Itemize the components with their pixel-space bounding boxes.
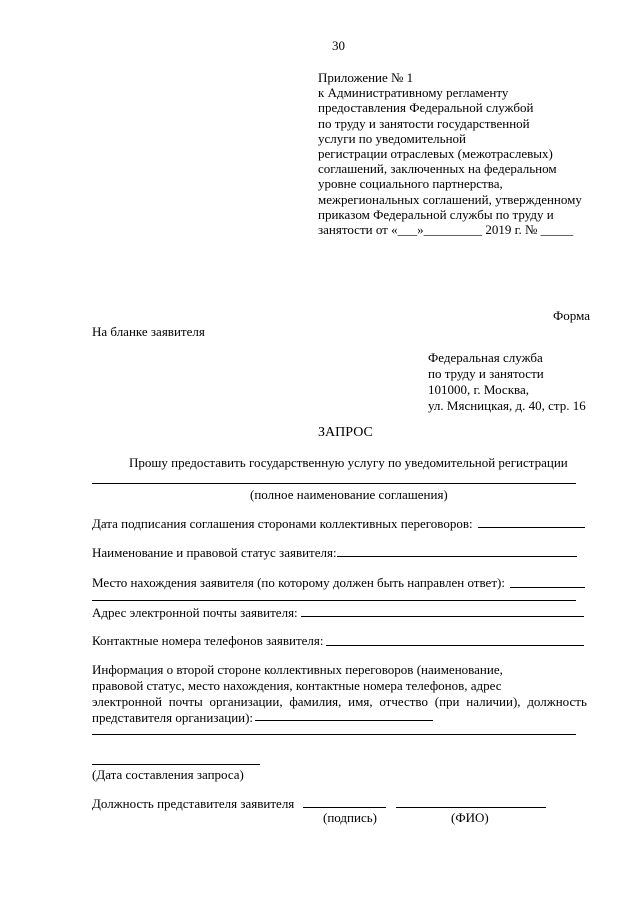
second-party-field[interactable] [255,720,433,721]
appendix-line: приказом Федеральной службы по труду и [318,206,554,222]
word: почты [168,694,203,709]
appendix-line: Приложение № 1 [318,70,414,85]
applicant-location-field[interactable] [510,587,585,588]
appendix-line: к Административному регламенту [318,85,509,101]
signing-date-field[interactable] [478,527,585,528]
applicant-phones-label: Контактные номера телефонов заявителя: [92,633,324,648]
applicant-location-label: Место нахождения заявителя (по которому должен быть направлен ответ): [92,575,505,590]
addressee-line: Федеральная служба [428,350,543,365]
appendix-line: предоставления Федеральной службой [318,100,534,116]
word: фамилия, [289,694,342,709]
appendix-line: услуги по уведомительной [318,130,466,146]
addressee-line: по труду и занятости [428,366,544,381]
form-label: Форма [553,308,590,323]
second-party-line: представителя организации): [92,710,254,725]
word: организации, [209,694,283,709]
second-party-field-2[interactable] [92,734,576,735]
page-number: 30 [332,38,345,53]
addressee-line: 101000, г. Москва, [428,382,529,397]
appendix-line: межрегиональных соглашений, утвержденному [318,191,582,207]
appendix-line: соглашений, заключенных на федеральном [318,161,557,177]
word: (при [434,694,460,709]
signature-field[interactable] [303,807,386,808]
appendix-line: по труду и занятости государственной [318,115,530,131]
second-party-line [92,694,587,710]
signing-date-label: Дата подписания соглашения сторонами коллективных переговоров: [92,516,473,531]
appendix-line: регистрации отраслевых (межотраслевых) [318,146,553,162]
addressee-line: ул. Мясницкая, д. 40, стр. 16 [428,398,586,413]
word: отчество [379,694,428,709]
addressee-block [428,350,586,414]
request-title: ЗАПРОС [318,425,373,440]
applicant-name-field[interactable] [337,556,577,557]
appendix-line: уровне социального партнерства, [318,176,503,192]
second-party-line: правовой статус, место нахождения, контактные номера телефонов, адрес [92,678,502,693]
word: электронной [92,694,162,709]
agreement-name-line[interactable] [92,483,576,484]
appendix-line: занятости от «___»_________ 2019 г. № _____ [318,222,574,238]
applicant-location-field-2[interactable] [92,600,576,601]
letterhead-note: На бланке заявителя [92,324,205,339]
word: имя, [348,694,373,709]
applicant-phones-field[interactable] [326,645,584,646]
full-name-field[interactable] [396,807,546,808]
applicant-name-label: Наименование и правовой статус заявителя: [92,545,337,560]
second-party-info [92,662,587,726]
full-name-caption: (ФИО) [451,810,489,825]
word: наличии), [466,694,521,709]
appendix-header [318,70,582,237]
request-date-caption: (Дата составления запроса) [92,767,244,782]
position-label: Должность представителя заявителя [92,796,295,811]
applicant-email-label: Адрес электронной почты заявителя: [92,605,298,620]
word: должность [527,694,587,709]
agreement-name-hint: (полное наименование соглашения) [250,487,448,502]
signature-caption: (подпись) [323,810,377,825]
request-date-field[interactable] [92,764,260,765]
applicant-email-field[interactable] [301,616,584,617]
request-intro: Прошу предоставить государственную услугу по уведомительной регистрации [129,455,568,470]
second-party-line: Информация о второй стороне коллективных переговоров (наименование, [92,662,503,677]
